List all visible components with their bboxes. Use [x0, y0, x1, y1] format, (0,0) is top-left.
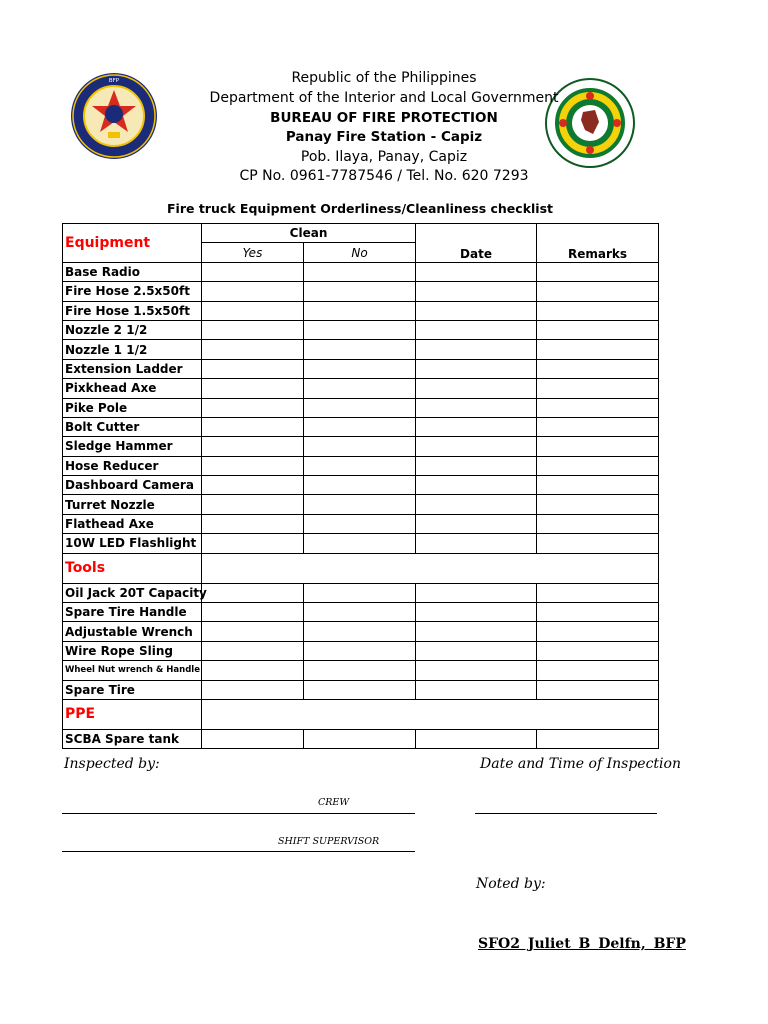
- yes-cell[interactable]: [202, 359, 304, 378]
- item-label: Extension Ladder: [63, 359, 202, 378]
- yes-cell[interactable]: [202, 417, 304, 436]
- table-row: [63, 320, 659, 339]
- yes-cell[interactable]: [202, 661, 304, 680]
- form-title: Fire truck Equipment Orderliness/Cleanliness checklist: [167, 201, 553, 216]
- remarks-cell[interactable]: [537, 641, 659, 660]
- date-time-signature-line[interactable]: [475, 813, 657, 814]
- table-row: [63, 603, 659, 622]
- yes-cell[interactable]: [202, 320, 304, 339]
- ppe-section-row: [63, 699, 659, 729]
- item-label: Nozzle 2 1/2: [63, 320, 202, 339]
- date-cell[interactable]: [416, 262, 537, 281]
- no-cell[interactable]: [304, 622, 416, 641]
- table-row: [63, 534, 659, 553]
- date-cell[interactable]: [416, 661, 537, 680]
- header-department: Department of the Interior and Local Government: [209, 90, 559, 106]
- table-row: [63, 476, 659, 495]
- no-cell[interactable]: [304, 495, 416, 514]
- no-cell[interactable]: [304, 641, 416, 660]
- table-row: [63, 437, 659, 456]
- yes-cell[interactable]: [202, 398, 304, 417]
- yes-cell[interactable]: [202, 379, 304, 398]
- item-label: Nozzle 1 1/2: [63, 340, 202, 359]
- remarks-cell[interactable]: [537, 495, 659, 514]
- date-cell[interactable]: [416, 379, 537, 398]
- tools-section-blank: [202, 553, 659, 583]
- checklist-table: [62, 223, 659, 749]
- remarks-cell[interactable]: [537, 661, 659, 680]
- table-row: [63, 514, 659, 533]
- remarks-cell[interactable]: [537, 379, 659, 398]
- table-row: [63, 622, 659, 641]
- item-label: Pixkhead Axe: [63, 379, 202, 398]
- table-row: [63, 301, 659, 320]
- no-cell[interactable]: [304, 417, 416, 436]
- date-cell[interactable]: [416, 359, 537, 378]
- noted-by-label: Noted by:: [476, 876, 546, 892]
- date-cell[interactable]: [416, 729, 537, 748]
- remarks-cell[interactable]: [537, 359, 659, 378]
- table-row: [63, 680, 659, 699]
- no-cell[interactable]: [304, 661, 416, 680]
- item-label: Turret Nozzle: [63, 495, 202, 514]
- remarks-cell[interactable]: [537, 301, 659, 320]
- date-cell[interactable]: [416, 456, 537, 475]
- date-cell[interactable]: [416, 282, 537, 301]
- date-cell[interactable]: [416, 514, 537, 533]
- date-cell[interactable]: [416, 340, 537, 359]
- no-cell[interactable]: [304, 320, 416, 339]
- header-station: Panay Fire Station - Capiz: [285, 129, 483, 145]
- date-cell[interactable]: [416, 437, 537, 456]
- remarks-cell[interactable]: [537, 282, 659, 301]
- remarks-header: Remarks: [537, 224, 659, 263]
- shift-supervisor-label: SHIFT SUPERVISOR: [278, 836, 380, 847]
- header-bureau: BUREAU OF FIRE PROTECTION: [270, 110, 498, 126]
- no-cell[interactable]: [304, 534, 416, 553]
- item-label: Bolt Cutter: [63, 417, 202, 436]
- table-row: [63, 641, 659, 660]
- svg-text:BFP: BFP: [108, 78, 120, 84]
- table-row: [63, 456, 659, 475]
- equipment-header: Equipment: [63, 224, 202, 263]
- item-label: Flathead Axe: [63, 514, 202, 533]
- no-cell[interactable]: [304, 583, 416, 602]
- remarks-cell[interactable]: [537, 340, 659, 359]
- item-label: Sledge Hammer: [63, 437, 202, 456]
- no-cell[interactable]: [304, 514, 416, 533]
- item-label: Adjustable Wrench: [63, 622, 202, 641]
- crew-label: CREW: [318, 797, 350, 808]
- item-label: Spare Tire Handle: [63, 603, 202, 622]
- yes-cell[interactable]: [202, 495, 304, 514]
- shift-supervisor-signature-line[interactable]: [62, 851, 415, 852]
- date-cell[interactable]: [416, 320, 537, 339]
- remarks-cell[interactable]: [537, 320, 659, 339]
- header-address: Pob. Ilaya, Panay, Capiz: [300, 149, 468, 165]
- table-row: [63, 398, 659, 417]
- item-label: 10W LED Flashlight: [63, 534, 202, 553]
- date-cell[interactable]: [416, 495, 537, 514]
- item-label: Hose Reducer: [63, 456, 202, 475]
- date-cell[interactable]: [416, 398, 537, 417]
- date-header: Date: [416, 224, 537, 263]
- yes-cell[interactable]: [202, 340, 304, 359]
- no-cell[interactable]: [304, 379, 416, 398]
- no-cell[interactable]: [304, 301, 416, 320]
- table-row: [63, 583, 659, 602]
- no-cell[interactable]: [304, 359, 416, 378]
- table-row: [63, 340, 659, 359]
- item-label: Fire Hose 2.5x50ft: [63, 282, 202, 301]
- date-cell[interactable]: [416, 583, 537, 602]
- table-row: [63, 417, 659, 436]
- yes-cell[interactable]: [202, 514, 304, 533]
- item-label: Wheel Nut wrench & Handle: [63, 661, 202, 680]
- table-row: [63, 661, 659, 680]
- signatory-name: SFO2 Juliet B Delfn, BFP: [478, 936, 686, 952]
- yes-cell[interactable]: [202, 641, 304, 660]
- remarks-cell[interactable]: [537, 417, 659, 436]
- remarks-cell[interactable]: [537, 680, 659, 699]
- date-time-label: Date and Time of Inspection: [480, 756, 681, 772]
- table-row: [63, 262, 659, 281]
- date-cell[interactable]: [416, 534, 537, 553]
- yes-cell[interactable]: [202, 282, 304, 301]
- item-label: Fire Hose 1.5x50ft: [63, 301, 202, 320]
- header-republic: Republic of the Philippines: [291, 70, 477, 86]
- no-cell[interactable]: [304, 282, 416, 301]
- remarks-cell[interactable]: [537, 398, 659, 417]
- inspected-by-label: Inspected by:: [64, 756, 160, 772]
- item-label: SCBA Spare tank: [63, 729, 202, 748]
- table-row: [63, 729, 659, 748]
- no-cell[interactable]: [304, 680, 416, 699]
- date-cell[interactable]: [416, 641, 537, 660]
- date-cell[interactable]: [416, 417, 537, 436]
- yes-cell[interactable]: [202, 534, 304, 553]
- tools-section-label: Tools: [63, 553, 202, 583]
- item-label: Oil Jack 20T Capacity: [63, 583, 202, 602]
- remarks-cell[interactable]: [537, 437, 659, 456]
- clean-header: Clean: [202, 224, 416, 243]
- table-row: [63, 359, 659, 378]
- yes-cell[interactable]: [202, 622, 304, 641]
- yes-cell[interactable]: [202, 729, 304, 748]
- remarks-cell[interactable]: [537, 514, 659, 533]
- remarks-cell[interactable]: [537, 534, 659, 553]
- yes-cell[interactable]: [202, 456, 304, 475]
- yes-cell[interactable]: [202, 437, 304, 456]
- date-cell[interactable]: [416, 603, 537, 622]
- remarks-cell[interactable]: [537, 262, 659, 281]
- remarks-cell[interactable]: [537, 729, 659, 748]
- yes-cell[interactable]: [202, 603, 304, 622]
- no-cell[interactable]: [304, 456, 416, 475]
- ppe-section-blank: [202, 699, 659, 729]
- item-label: Base Radio: [63, 262, 202, 281]
- item-label: Wire Rope Sling: [63, 641, 202, 660]
- table-row: [63, 379, 659, 398]
- yes-cell[interactable]: [202, 680, 304, 699]
- yes-cell[interactable]: [202, 262, 304, 281]
- yes-header: Yes: [202, 243, 304, 262]
- remarks-cell[interactable]: [537, 476, 659, 495]
- no-cell[interactable]: [304, 437, 416, 456]
- date-cell[interactable]: [416, 622, 537, 641]
- date-cell[interactable]: [416, 301, 537, 320]
- table-row: [63, 282, 659, 301]
- date-cell[interactable]: [416, 476, 537, 495]
- remarks-cell[interactable]: [537, 622, 659, 641]
- no-cell[interactable]: [304, 603, 416, 622]
- tools-section-row: [63, 553, 659, 583]
- no-cell[interactable]: [304, 398, 416, 417]
- yes-cell[interactable]: [202, 301, 304, 320]
- no-header: No: [304, 243, 416, 262]
- remarks-cell[interactable]: [537, 603, 659, 622]
- table-row: [63, 495, 659, 514]
- no-cell[interactable]: [304, 340, 416, 359]
- no-cell[interactable]: [304, 476, 416, 495]
- yes-cell[interactable]: [202, 583, 304, 602]
- ppe-section-label: PPE: [63, 699, 202, 729]
- crew-signature-line[interactable]: [62, 813, 415, 814]
- item-label: Dashboard Camera: [63, 476, 202, 495]
- no-cell[interactable]: [304, 262, 416, 281]
- no-cell[interactable]: [304, 729, 416, 748]
- item-label: Spare Tire: [63, 680, 202, 699]
- item-label: Pike Pole: [63, 398, 202, 417]
- header-contact: CP No. 0961-7787546 / Tel. No. 620 7293: [239, 168, 529, 184]
- remarks-cell[interactable]: [537, 583, 659, 602]
- yes-cell[interactable]: [202, 476, 304, 495]
- date-cell[interactable]: [416, 680, 537, 699]
- remarks-cell[interactable]: [537, 456, 659, 475]
